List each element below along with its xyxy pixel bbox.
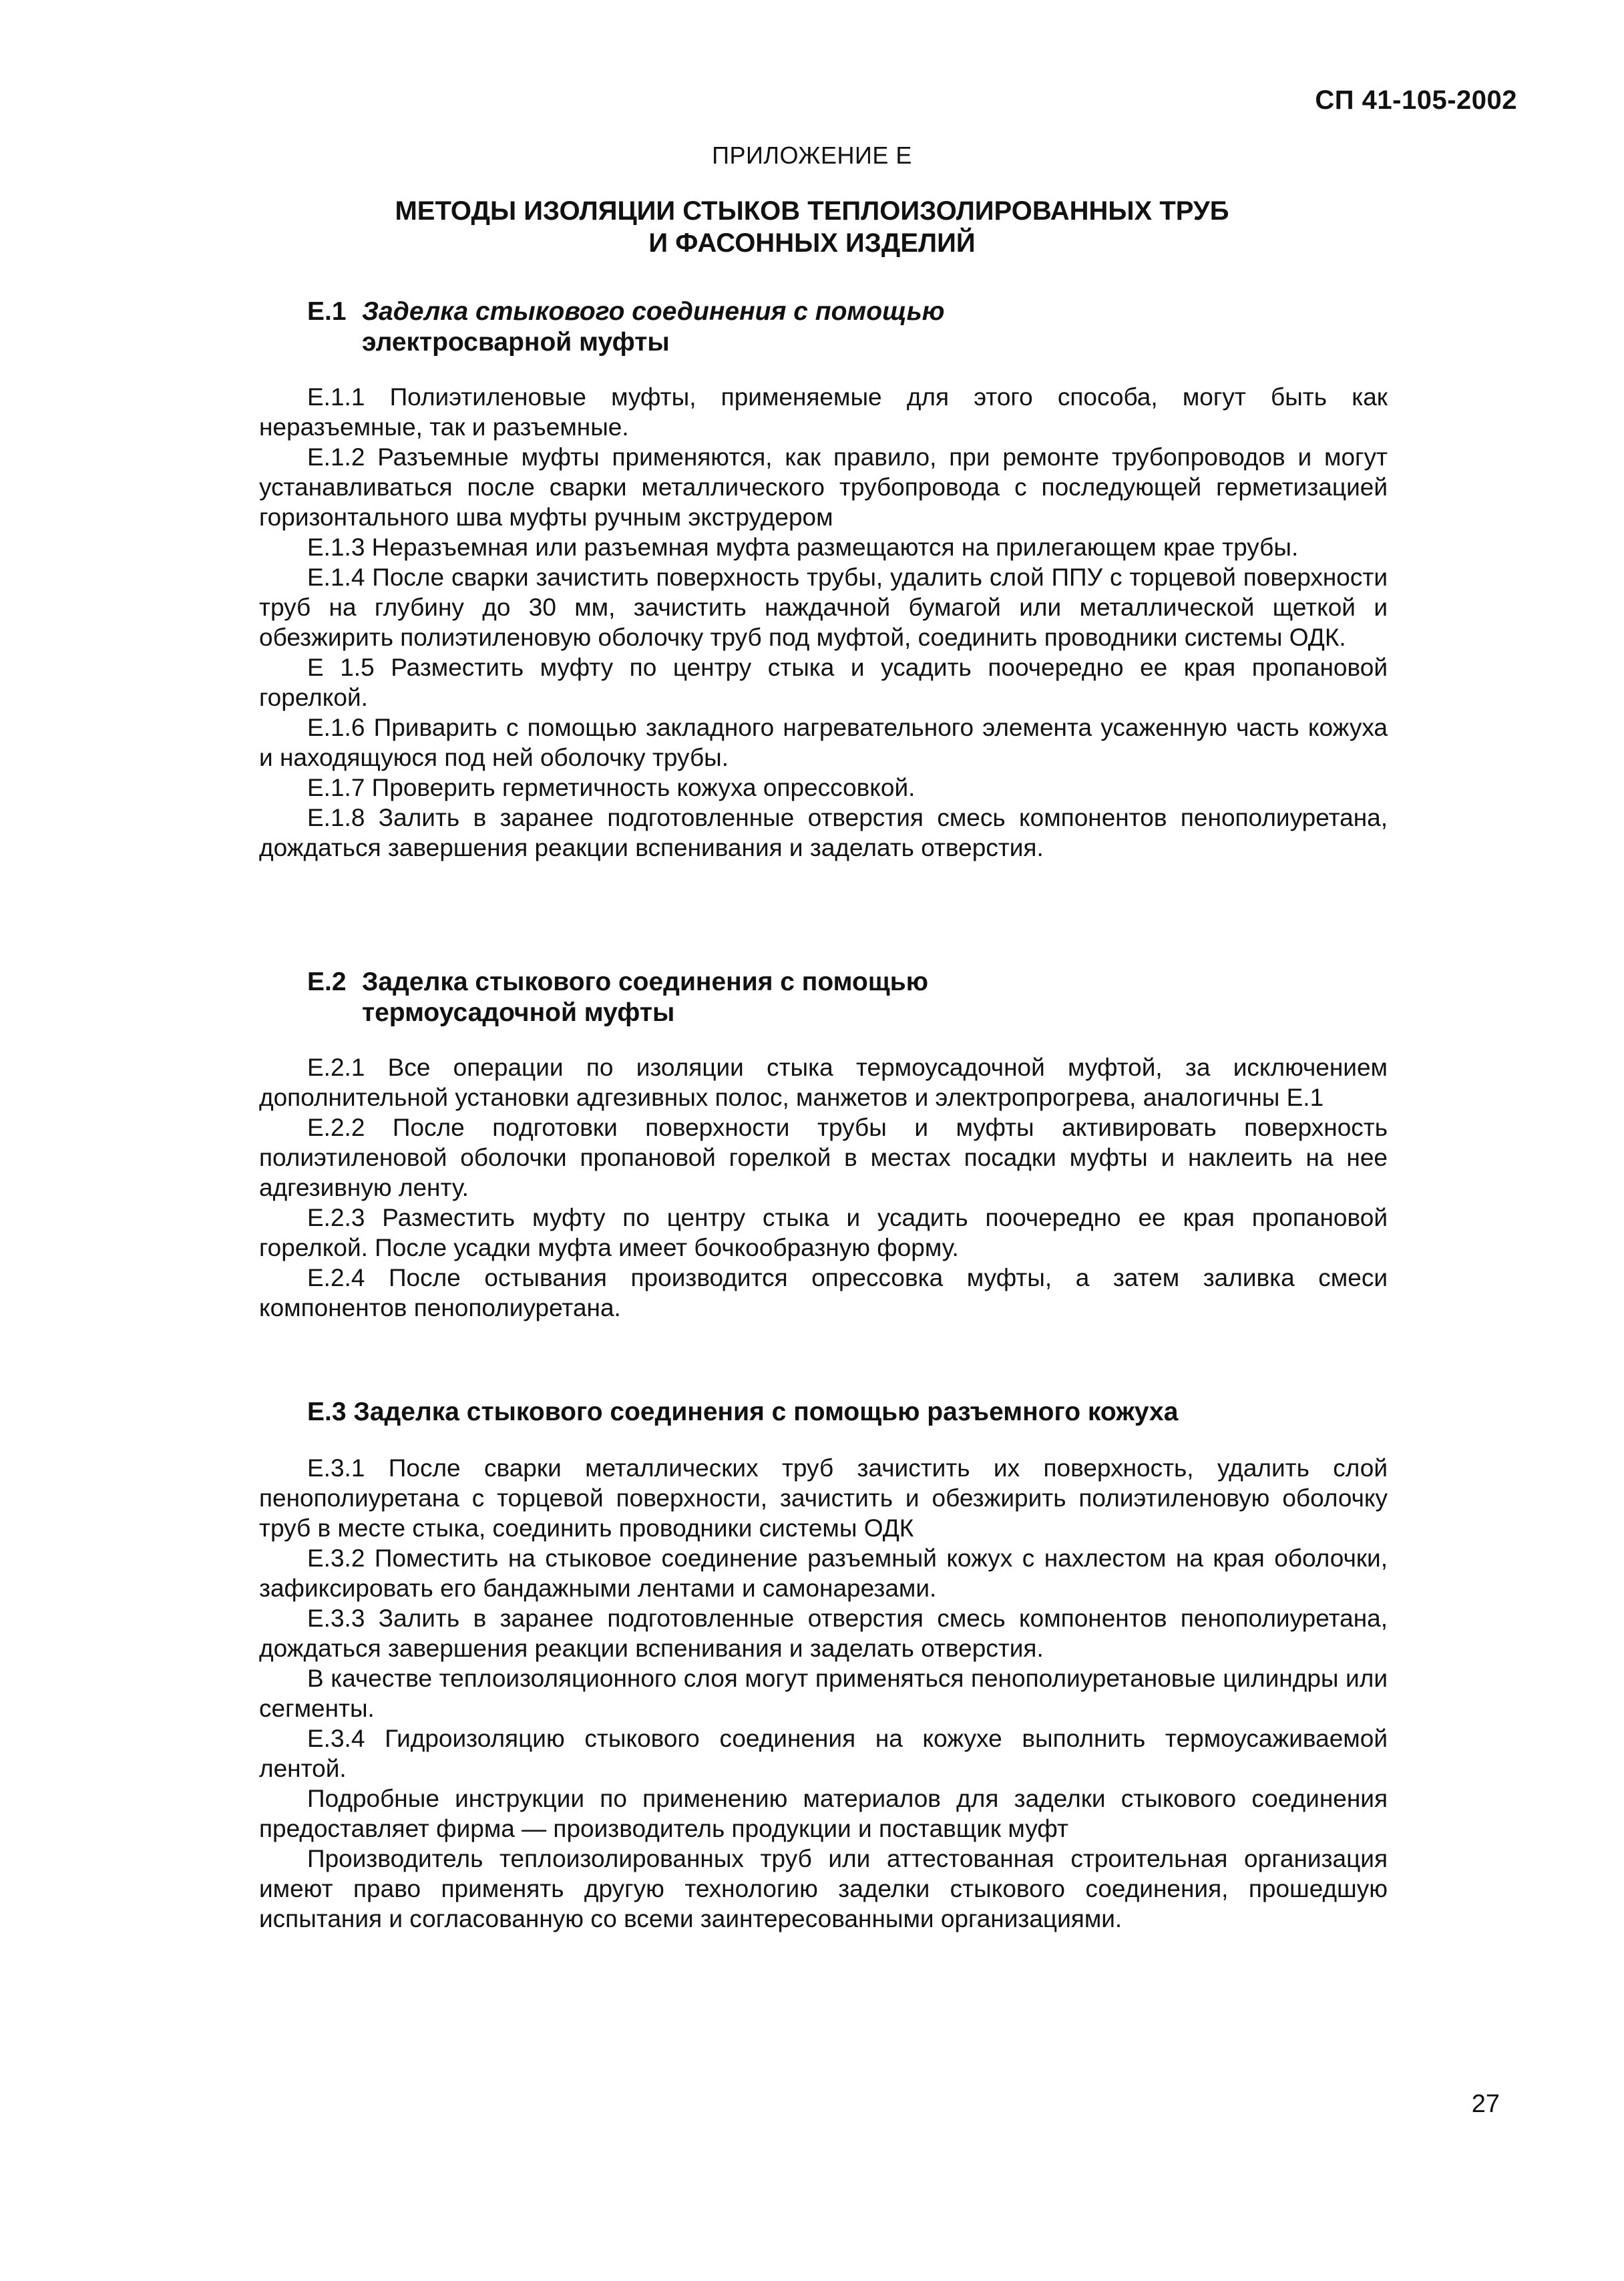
paragraph-e1-8: Е.1.8 Залить в заранее подготовленные отверстия смесь компонентов пенополиуретана, дождаться завершения реакции вспенивания и заделать отверстия. [259,804,1388,861]
section-e1-body [259,382,1388,863]
section-e3-heading [307,1397,1178,1428]
annex-label: ПРИЛОЖЕНИЕ Е [712,142,912,169]
annex-title-line-1: МЕТОДЫ ИЗОЛЯЦИИ СТЫКОВ ТЕПЛОИЗОЛИРОВАННЫХ ТРУБ [395,196,1229,226]
section-e3-body [259,1453,1388,1934]
section-e1-heading [307,296,944,358]
paragraph-e1-6: Е.1.6 Приварить с помощью закладного нагревательного элемента усаженную часть кожуха и находящуюся под ней оболочку трубы. [259,714,1388,771]
page-number: 27 [1471,2090,1500,2118]
paragraph-e1-2: Е.1.2 Разъемные муфты применяются, как правило, при ремонте трубопроводов и могут устанавливаться после сварки металлического трубопровода с последующей герметизацией горизонтального шва муфты ручным экструдером [259,443,1388,531]
section-e3-number: Е.3 [307,1398,347,1426]
paragraph-e1-7: Е.1.7 Проверить герметичность кожуха опрессовкой. [307,774,916,801]
section-e2-number: Е.2 [307,968,347,996]
document-code: СП 41-105-2002 [1315,85,1517,115]
section-e1-title-line-2: электросварной муфты [362,328,670,357]
section-e2-title-line-2: термоусадочной муфты [362,998,675,1027]
paragraph-e1-5: Е 1.5 Разместить муфту по центру стыка и усадить поочередно ее края пропановой горелкой. [259,654,1388,711]
paragraph-e3-2: Е.3.2 Поместить на стыковое соединение разъемный кожух с нахлестом на края оболочки, зафиксировать его бандажными лентами и самонарезами. [259,1544,1388,1602]
section-e2-body [259,1052,1388,1323]
section-e1-title-line-1: Заделка стыкового соединения с помощью [362,297,945,326]
paragraph-e2-4: Е.2.4 После остывания производится опрессовка муфты, а затем заливка смеси компонентов пенополиуретана. [259,1264,1388,1321]
paragraph-e2-2: Е.2.2 После подготовки поверхности трубы и муфты активировать поверхность полиэтиленовой оболочки пропановой горелкой в местах посадки муфты и наклеить на нее адгезивную ленту. [259,1114,1388,1201]
paragraph-e3-3: Е.3.3 Залить в заранее подготовленные отверстия смесь компонентов пенополиуретана, дождаться завершения реакции вспенивания и заделать отверстия. [259,1605,1388,1662]
annex-title-line-2: И ФАСОННЫХ ИЗДЕЛИЙ [648,228,976,258]
paragraph-e1-1: Е.1.1 Полиэтиленовые муфты, применяемые для этого способа, могут быть как неразъемные, так и разъемные. [259,383,1388,441]
annex-title [0,195,1624,259]
section-e1-number: Е.1 [307,297,347,326]
paragraph-e1-4: Е.1.4 После сварки зачистить поверхность трубы, удалить слой ППУ с торцевой поверхности труб на глубину до 30 мм, зачистить наждачной бумагой или металлической щеткой и обезжирить полиэтиленовую оболочку труб под муфтой, соединить проводники системы ОДК. [259,564,1388,651]
section-e3-title: Заделка стыкового соединения с помощью разъемного кожуха [353,1398,1179,1426]
paragraph-e3-instructions: Подробные инструкции по применению материалов для заделки стыкового соединения предоставляет фирма — производитель продукции и поставщик муфт [259,1785,1388,1842]
paragraph-e3-manufacturer: Производитель теплоизолированных труб или аттестованная строительная организация имеют право применять другую технологию заделки стыкового соединения, прошедшую испытания и согласованную со всеми заинтересованными организациями. [259,1845,1388,1932]
section-e2-heading [307,967,928,1028]
paragraph-e1-3: Е.1.3 Неразъемная или разъемная муфта размещаются на прилегающем крае трубы. [307,534,1299,561]
paragraph-e3-note: В качестве теплоизоляционного слоя могут применяться пенополиуретановые цилиндры или сегменты. [259,1665,1388,1722]
section-e2-title-line-1: Заделка стыкового соединения с помощью [362,968,929,996]
paragraph-e2-3: Е.2.3 Разместить муфту по центру стыка и усадить поочередно ее края пропановой горелкой. После усадки муфта имеет бочкообразную форму. [259,1204,1388,1261]
paragraph-e3-1: Е.3.1 После сварки металлических труб зачистить их поверхность, удалить слой пенополиуретана с торцевой поверхности, зачистить и обезжирить полиэтиленовую оболочку труб в месте стыка, соединить проводники системы ОДК [259,1454,1388,1542]
paragraph-e3-4: Е.3.4 Гидроизоляцию стыкового соединения на кожухе выполнить термоусаживаемой лентой. [259,1725,1388,1782]
paragraph-e2-1: Е.2.1 Все операции по изоляции стыка термоусадочной муфтой, за исключением дополнительной установки адгезивных полос, манжетов и электропрогрева, аналогичны Е.1 [259,1054,1388,1111]
